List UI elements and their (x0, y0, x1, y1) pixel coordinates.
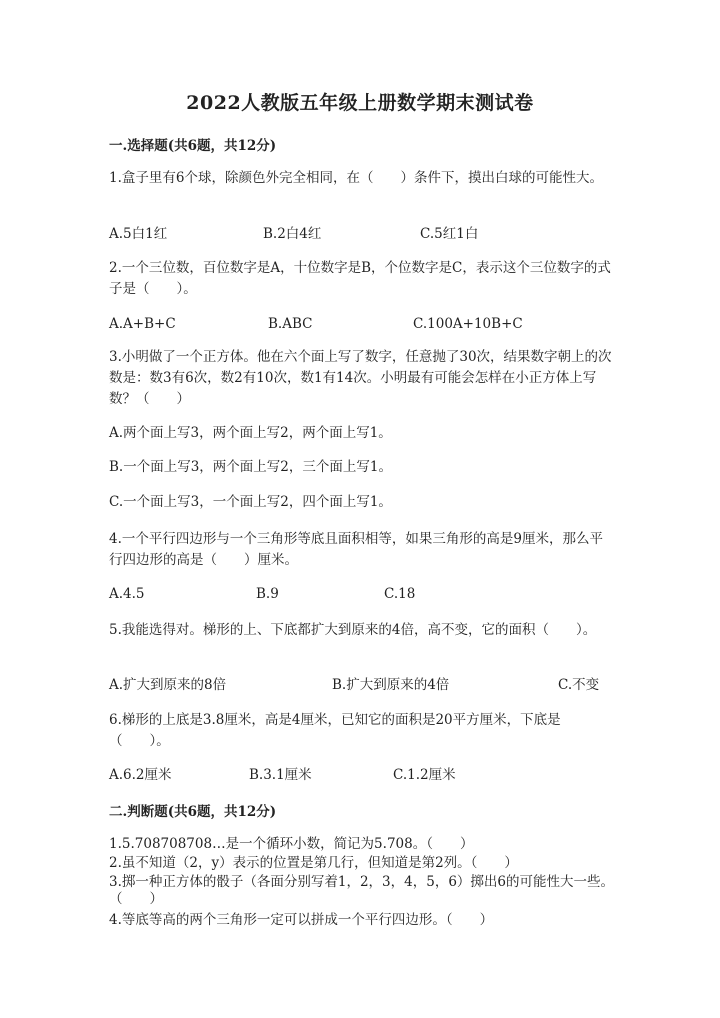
question-1: 1.盒子里有6个球，除颜色外完全相同，在（ ）条件下，摸出白球的可能性大。 (109, 170, 603, 186)
page-title: 2022人教版五年级上册数学期末测试卷 (186, 92, 534, 114)
question-2-option-c: C.100A+10B+C (413, 316, 523, 332)
question-1-option-b: B.2白4红 (263, 226, 322, 242)
question-3-option-c: C.一个面上写3，一个面上写2，四个面上写1。 (109, 494, 392, 510)
question-2: 2.一个三位数，百位数字是A，十位数字是B，个位数字是C，表示这个三位数字的式子是（ ）。 (109, 260, 611, 297)
question-3-option-b: B.一个面上写3，两个面上写2，三个面上写1。 (109, 459, 392, 475)
question-1-option-c: C.5红1白 (420, 226, 479, 242)
question-5-option-b: B.扩大到原来的4倍 (332, 677, 450, 693)
judgement-item-3: 3.掷一种正方体的骰子（各面分别写着1，2，3，4，5，6）掷出6的可能性大一些。（ ） (109, 874, 615, 907)
judgement-item-4: 4.等底等高的两个三角形一定可以拼成一个平行四边形。（ ） (109, 912, 494, 928)
question-3-option-a: A.两个面上写3，两个面上写2，两个面上写1。 (109, 425, 392, 441)
question-5: 5.我能选得对。梯形的上、下底都扩大到原来的4倍，高不变，它的面积（ ）。 (109, 622, 597, 638)
question-6-option-b: B.3.1厘米 (249, 767, 312, 783)
question-4-option-c: C.18 (384, 586, 416, 602)
question-2-option-a: A.A+B+C (109, 316, 176, 332)
question-3: 3.小明做了一个正方体。他在六个面上写了数字，任意抛了30次，结果数字朝上的次数是：数3有6次，数2有10次，数1有14次。小明最有可能会怎样在小正方体上写数？（ ） (109, 349, 612, 407)
question-6-option-a: A.6.2厘米 (109, 767, 172, 783)
question-4: 4.一个平行四边形与一个三角形等底且面积相等，如果三角形的高是9厘米，那么平行四边形的高是（ ）厘米。 (109, 531, 603, 568)
judgement-item-1: 1.5.708708708…是一个循环小数，简记为5.708。（ ） (109, 836, 474, 852)
judgement-item-2: 2.虽不知道（2，y）表示的位置是第几行，但知道是第2列。（ ） (109, 855, 518, 871)
question-1-option-a: A.5白1红 (109, 226, 168, 242)
question-4-option-a: A.4.5 (109, 586, 145, 602)
question-4-option-b: B.9 (256, 586, 279, 602)
question-6-option-c: C.1.2厘米 (393, 767, 456, 783)
question-5-option-a: A.扩大到原来的8倍 (109, 677, 227, 693)
question-2-option-b: B.ABC (268, 316, 313, 332)
section-heading-choice: 一.选择题(共6题，共12分) (109, 138, 277, 154)
section-heading-judgement: 二.判断题(共6题，共12分) (109, 804, 277, 820)
question-5-option-c: C.不变 (558, 677, 600, 693)
question-6: 6.梯形的上底是3.8厘米，高是4厘米，已知它的面积是20平方厘米，下底是（ ）。 (109, 712, 561, 749)
